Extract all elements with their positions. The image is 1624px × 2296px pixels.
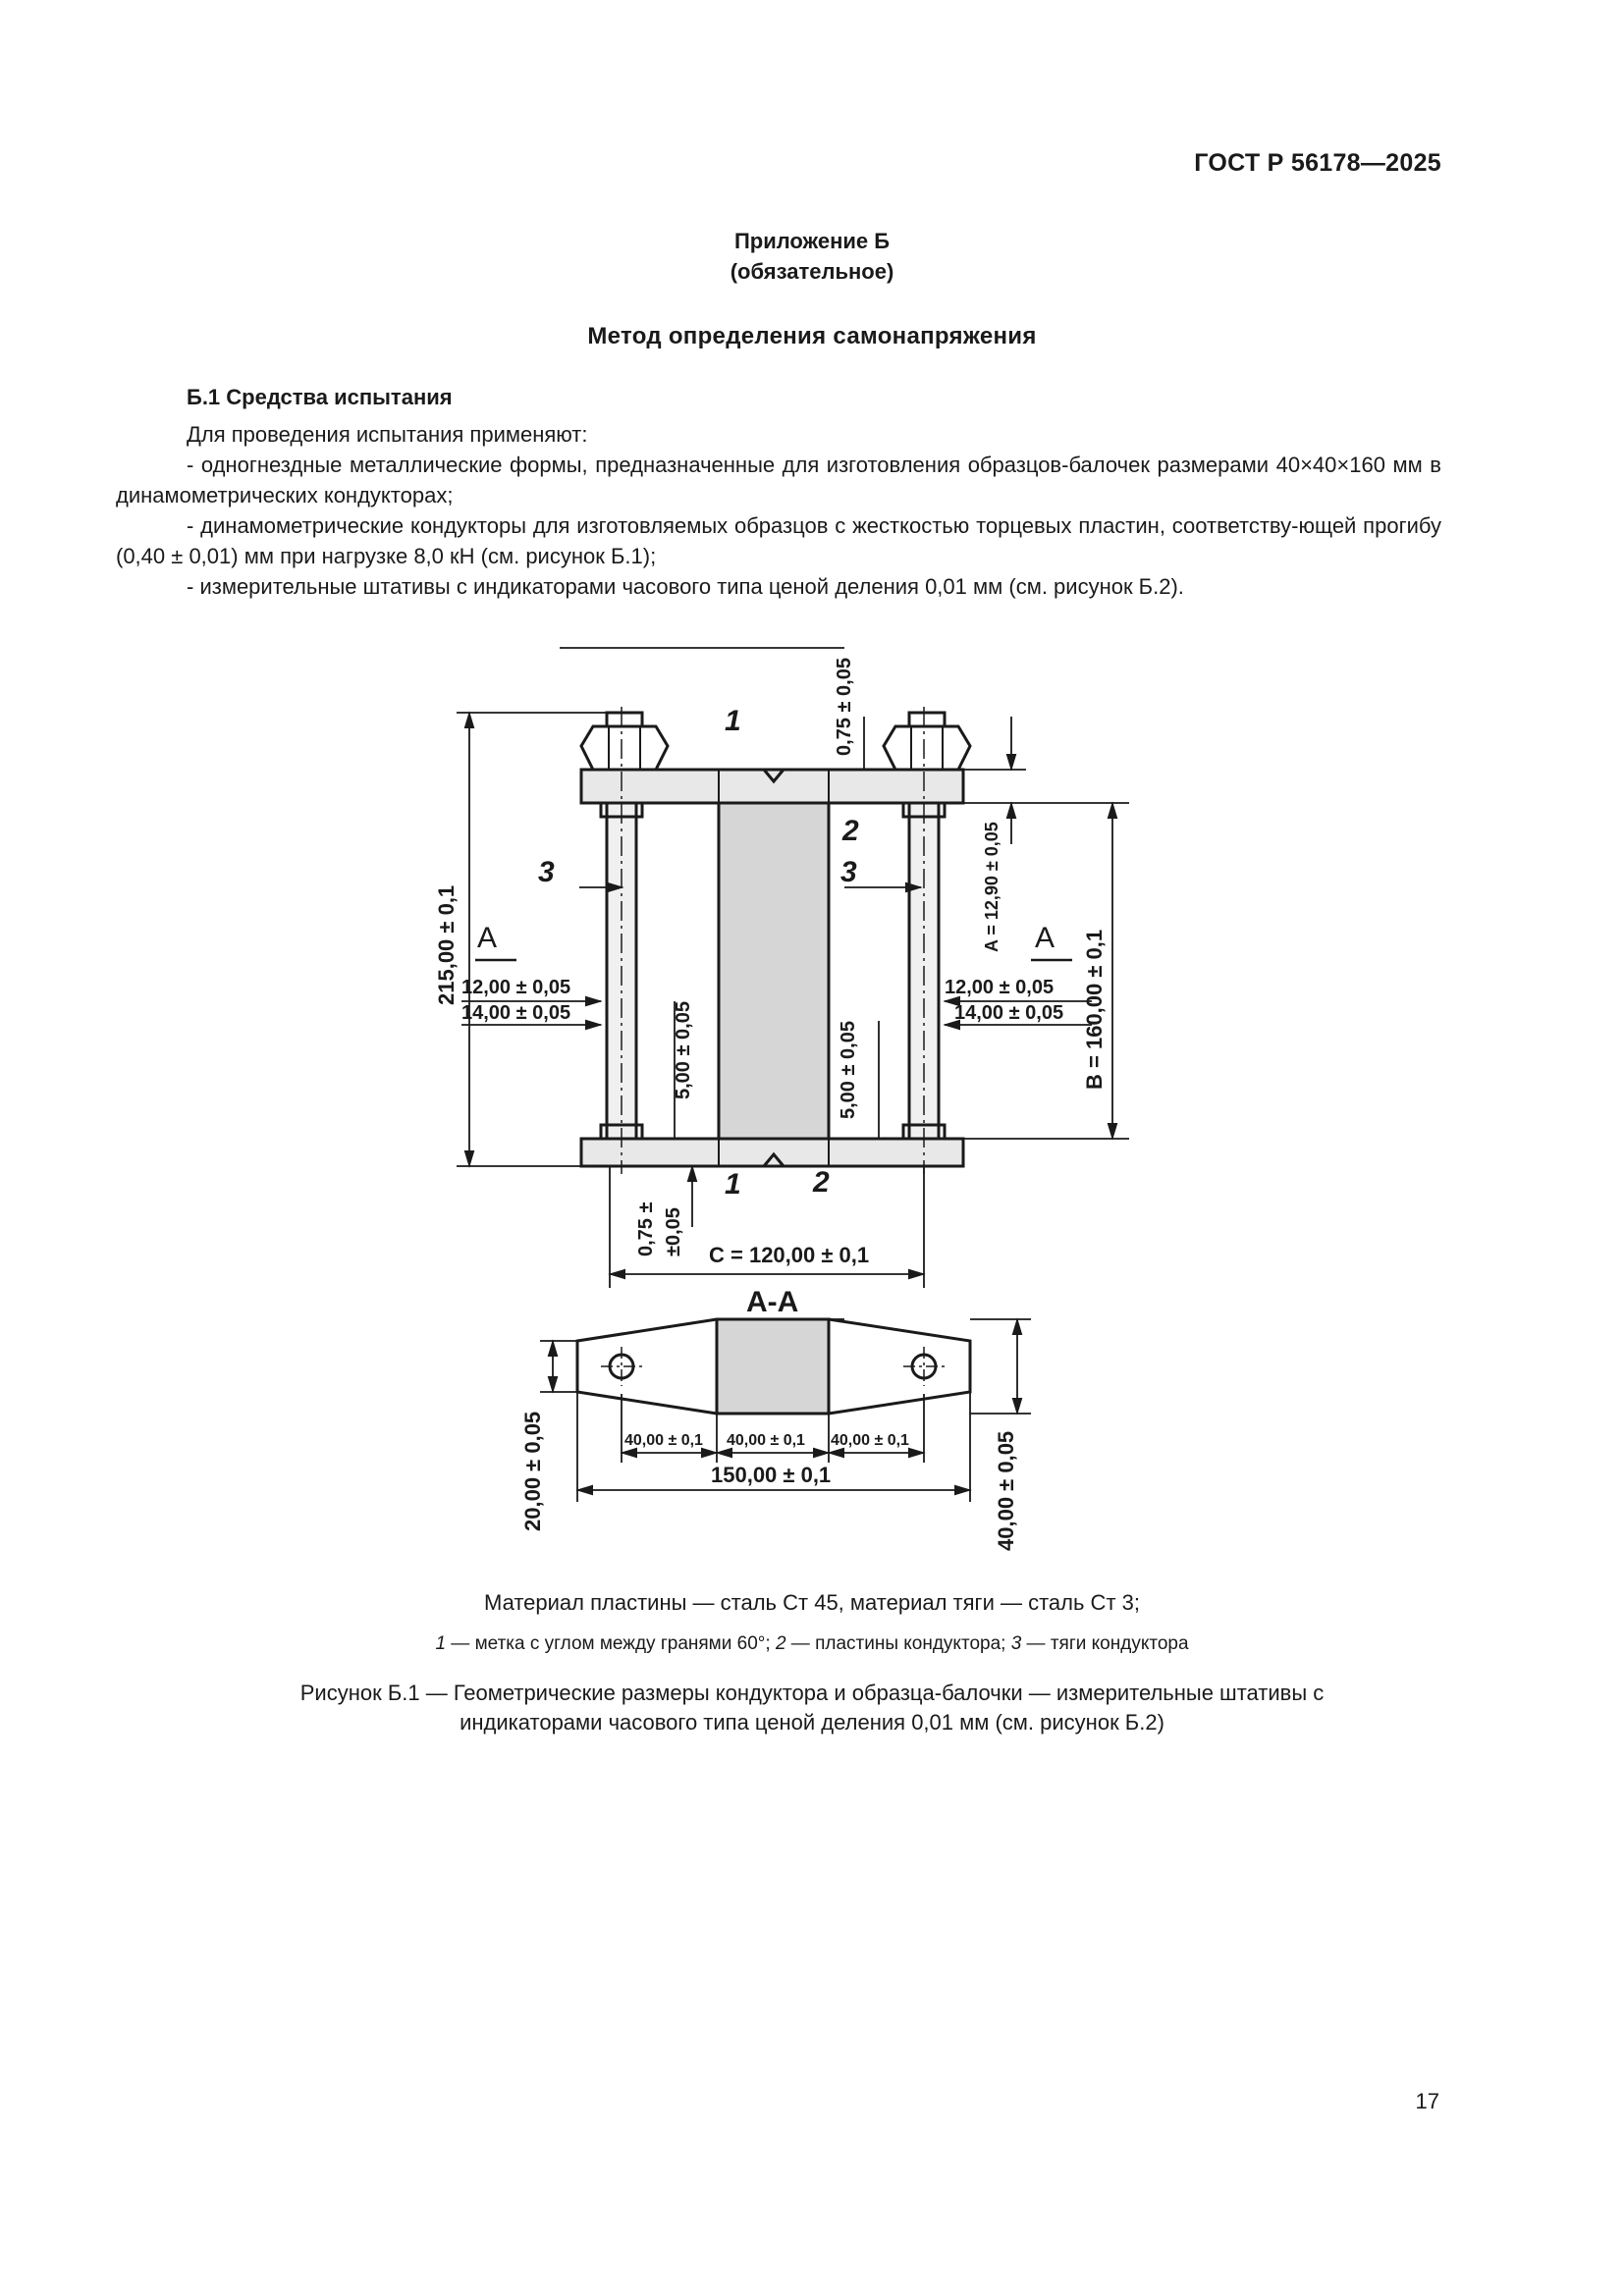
mark-label-2: 2 bbox=[813, 1166, 830, 1199]
list-item: - одногнездные металлические формы, предназначенные для изготовления образцов-балочек размерами 40×40×160 мм в динамометрических кондукторах; bbox=[116, 453, 1441, 507]
intro-paragraph: Для проведения испытания применяют: bbox=[187, 422, 588, 447]
dim-rod-14-right: 14,00 ± 0,05 bbox=[954, 1002, 1064, 1024]
dim-overall-height: 215,00 ± 0,1 bbox=[434, 884, 459, 1005]
standard-number: ГОСТ Р 56178—2025 bbox=[1194, 149, 1441, 177]
section-mark-left: А bbox=[477, 922, 498, 954]
dim-thick-20: 20,00 ± 0,05 bbox=[520, 1411, 545, 1531]
dim-offset-5-right: 5,00 ± 0,05 bbox=[838, 1021, 859, 1119]
caption-material: Материал пластины — сталь Ст 45, материал тяги — сталь Ст 3; bbox=[484, 1590, 1140, 1615]
dim-seg-40: 40,00 ± 0,1 bbox=[727, 1432, 805, 1449]
dim-thick-40: 40,00 ± 0,05 bbox=[994, 1430, 1018, 1551]
mark-label-3: 3 bbox=[538, 856, 555, 888]
bottom-plate bbox=[581, 1139, 963, 1166]
legend-text: — тяги кондуктора bbox=[1021, 1633, 1189, 1654]
mark-label-1: 1 bbox=[725, 1168, 741, 1201]
subsection-heading: Б.1 Средства испытания bbox=[187, 385, 453, 409]
dim-rod-12-left: 12,00 ± 0,05 bbox=[461, 977, 571, 998]
dim-top-gap: 0,75 ± 0,05 bbox=[834, 658, 855, 756]
legend-text: — метка с углом между гранями 60°; bbox=[446, 1633, 776, 1654]
mark-label-3: 3 bbox=[840, 856, 857, 888]
top-plate bbox=[581, 770, 963, 803]
list-item: - измерительные штативы с индикаторами часового типа ценой деления 0,01 мм (см. рисунок Б.2). bbox=[187, 574, 1184, 599]
dim-a: A = 12,90 ± 0,05 bbox=[982, 822, 1001, 952]
appendix-title: Приложение Б bbox=[733, 229, 891, 253]
dim-c-width: C = 120,00 ± 0,1 bbox=[709, 1243, 870, 1267]
left-nut bbox=[581, 726, 668, 770]
section-title: Метод определения самонапряжения bbox=[587, 323, 1037, 349]
mark-label-1: 1 bbox=[725, 705, 741, 737]
caption-legend bbox=[0, 1633, 1624, 1655]
page-number: 17 bbox=[1415, 2089, 1439, 2113]
appendix-status: (обязательное) bbox=[730, 259, 894, 284]
legend-text: — пластины кондуктора; bbox=[785, 1633, 1011, 1654]
figure-caption-line: Рисунок Б.1 — Геометрические размеры кондуктора и образца-балочки — измерительные штативы с bbox=[299, 1681, 1325, 1705]
dim-rod-14-left: 14,00 ± 0,05 bbox=[461, 1002, 571, 1024]
dim-seg-40: 40,00 ± 0,1 bbox=[831, 1432, 909, 1449]
dim-total-150: 150,00 ± 0,1 bbox=[711, 1463, 832, 1487]
mark-label-2: 2 bbox=[842, 815, 859, 847]
dim-b-height: B = 160,00 ± 0,1 bbox=[1082, 929, 1107, 1090]
dim-rod-12-right: 12,00 ± 0,05 bbox=[945, 977, 1055, 998]
right-nut bbox=[884, 726, 970, 770]
dim-bottom-gap: 0,75 ± bbox=[635, 1201, 657, 1256]
dim-offset-5-left: 5,00 ± 0,05 bbox=[673, 1001, 694, 1099]
figure-caption-line: индикаторами часового типа ценой деления 0,01 мм (см. рисунок Б.2) bbox=[460, 1710, 1164, 1735]
list-item: - динамометрические кондукторы для изготовляемых образцов с жесткостью торцевых пластин, соответству-ющей прогибу (0,40 ± 0,01) мм при нагрузке 8,0 кН (см. рисунок Б.1); bbox=[116, 513, 1441, 568]
dim-bottom-gap: ±0,05 bbox=[663, 1207, 684, 1256]
section-aa-specimen bbox=[717, 1319, 829, 1414]
section-mark-right: А bbox=[1035, 922, 1056, 954]
legend-number: 1 bbox=[435, 1633, 447, 1654]
dim-seg-40: 40,00 ± 0,1 bbox=[624, 1432, 703, 1449]
legend-number: 3 bbox=[1010, 1633, 1022, 1654]
section-aa-title: А-А bbox=[746, 1286, 799, 1318]
specimen-beam bbox=[719, 803, 829, 1139]
legend-number: 2 bbox=[775, 1633, 786, 1654]
figure-caption bbox=[0, 1679, 1624, 1737]
